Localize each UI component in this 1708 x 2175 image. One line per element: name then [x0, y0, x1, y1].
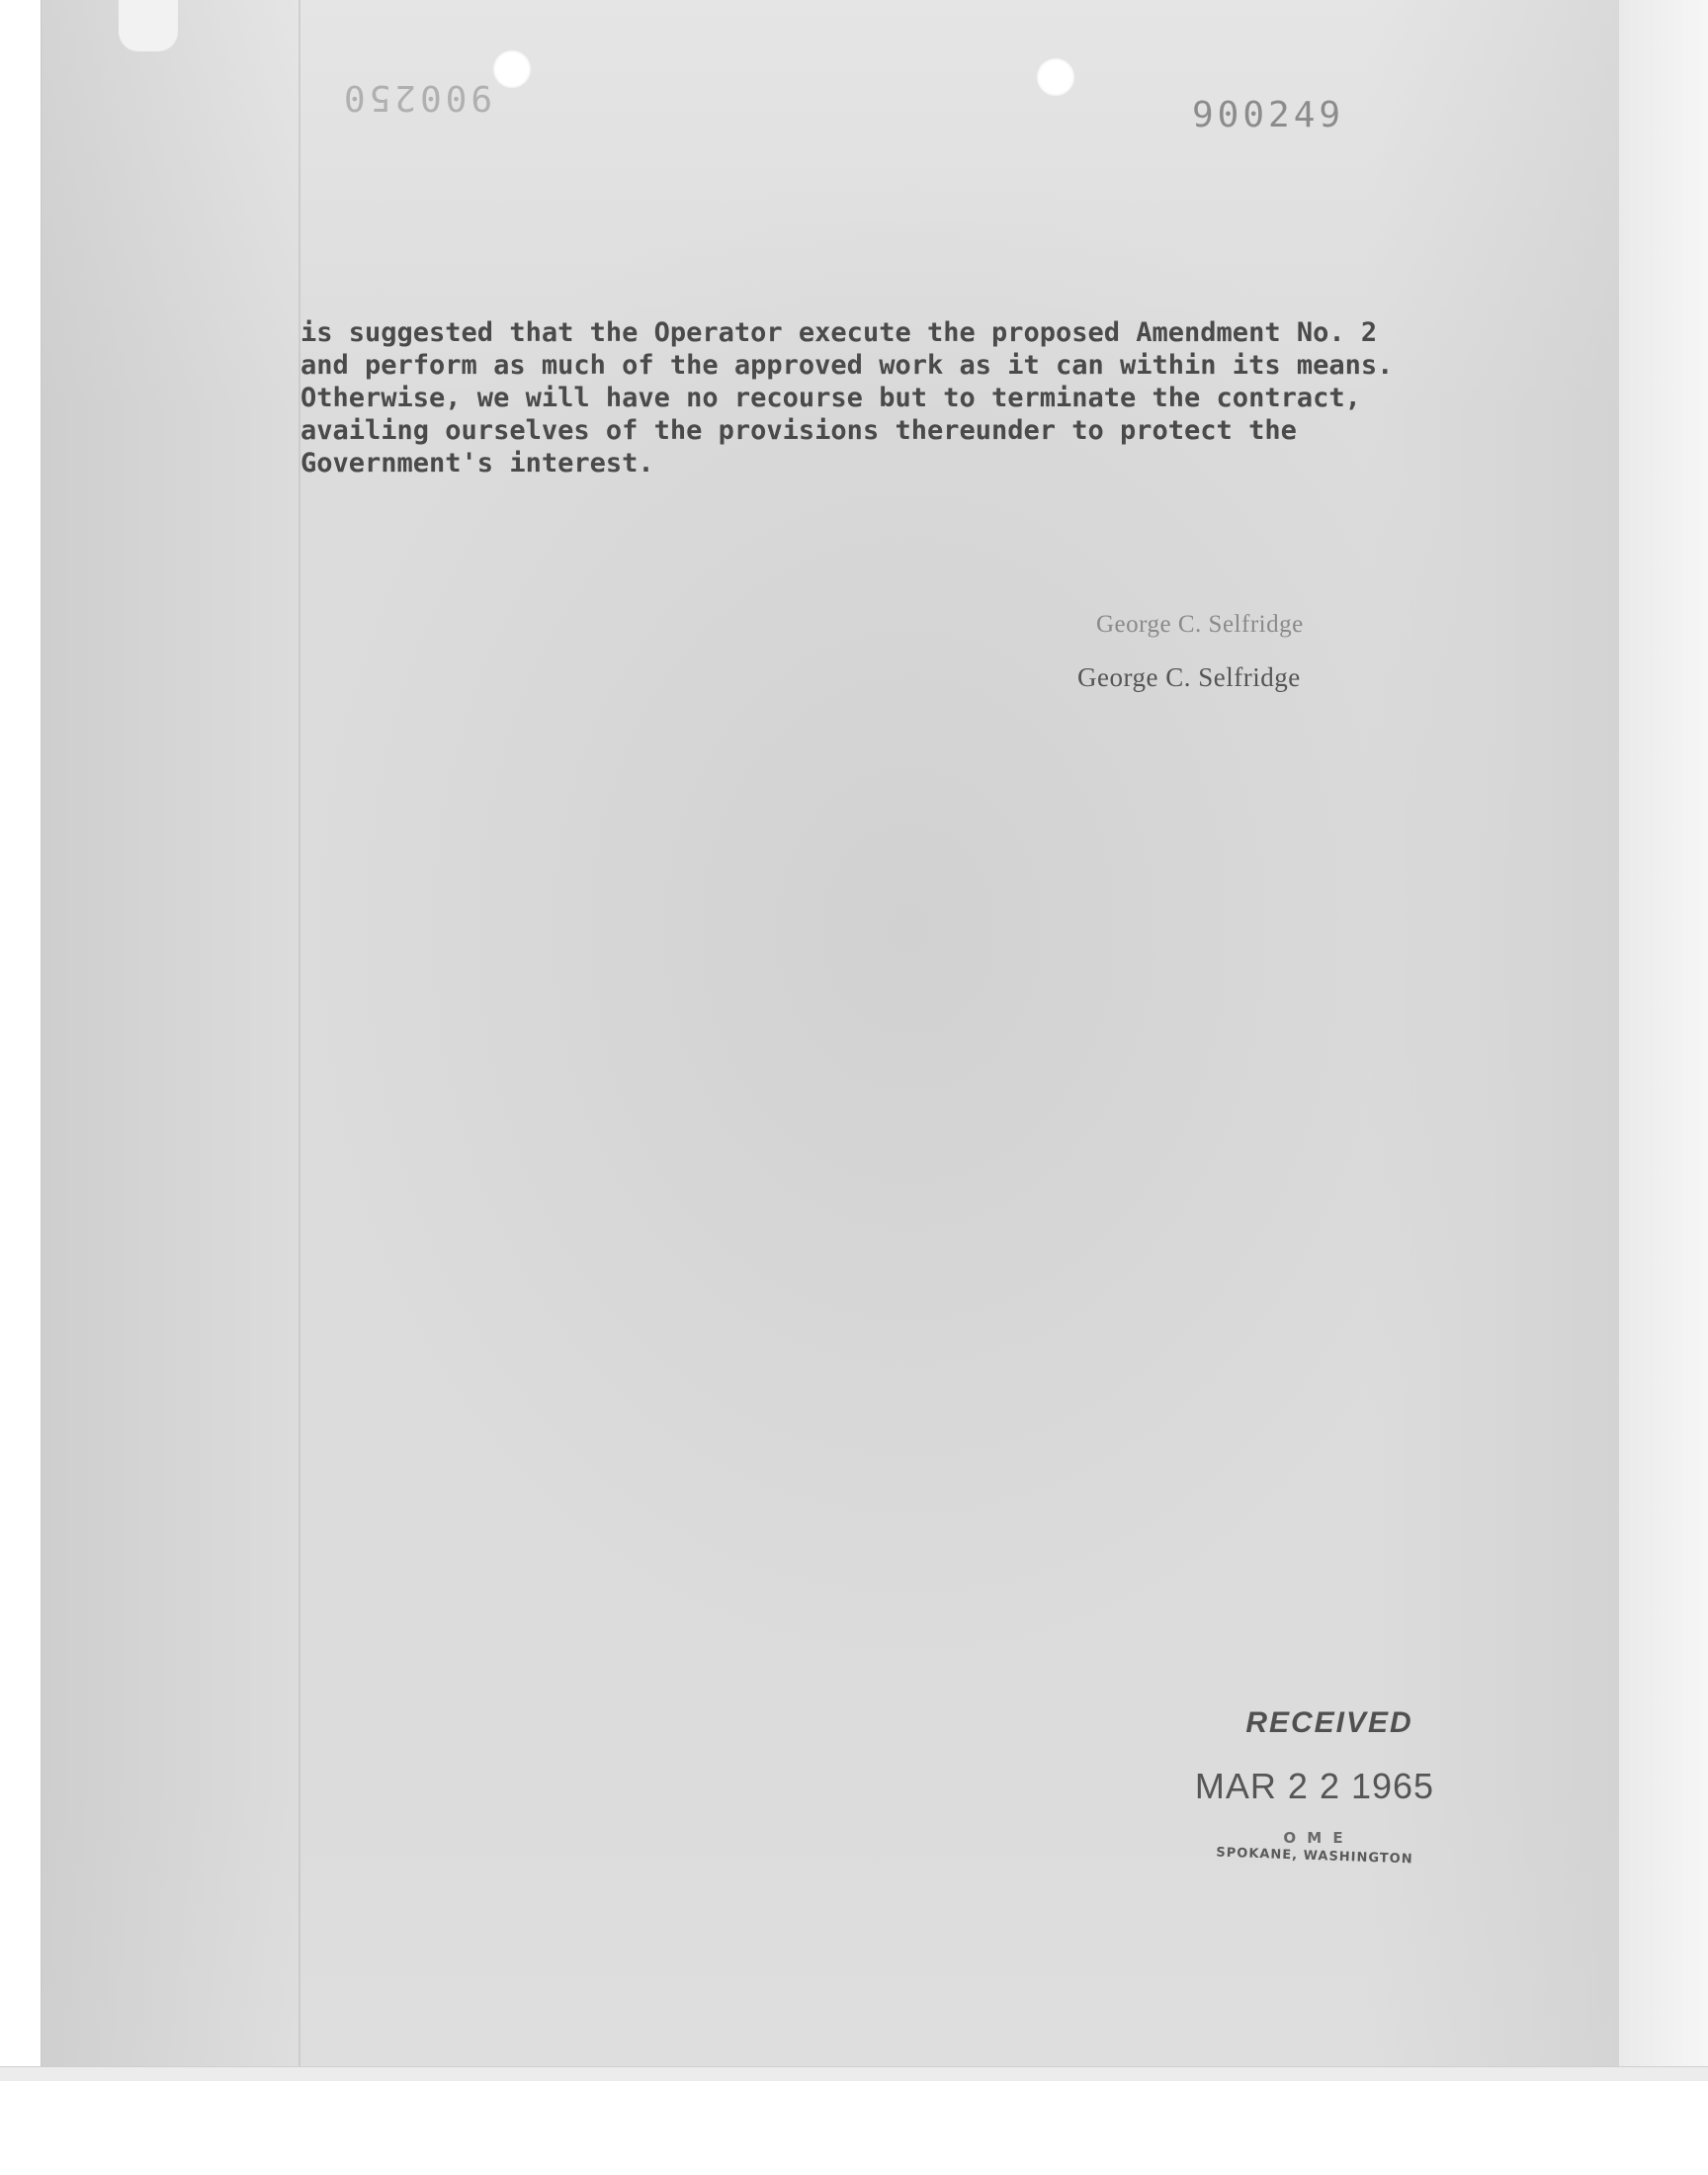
sheet-edge [1619, 0, 1708, 2066]
punch-hole-right [1036, 57, 1075, 97]
body-line: Government's interest. [300, 448, 654, 478]
body-line: is suggested that the Operator execute the proposed Amendment No. 2 [300, 317, 1378, 348]
bleed-through-document-number: 900250 [340, 77, 493, 118]
signature-carbon: George C. Selfridge [1096, 611, 1304, 638]
staple-mark [119, 0, 178, 51]
received-stamp [1166, 1706, 1463, 1868]
body-line: and perform as much of the approved work as it can within its means. [300, 350, 1394, 381]
letter-body [300, 316, 1447, 479]
stamp-date: MAR 2 2 1965 [1194, 1766, 1435, 1806]
signature-name: George C. Selfridge [1077, 662, 1301, 692]
body-line: Otherwise, we will have no recourse but to terminate the contract, [300, 383, 1361, 413]
sheet-bottom-edge [0, 2066, 1708, 2081]
stamp-location: SPOKANE, WASHINGTON [1216, 1845, 1413, 1868]
stamp-received-label: RECEIVED [1245, 1706, 1413, 1739]
fold-line [299, 0, 300, 2066]
stamp-office: O M E [1283, 1829, 1346, 1847]
punch-hole-left [492, 49, 532, 89]
body-line: availing ourselves of the provisions thereunder to protect the [300, 415, 1297, 446]
document-number: 900249 [1192, 95, 1345, 135]
